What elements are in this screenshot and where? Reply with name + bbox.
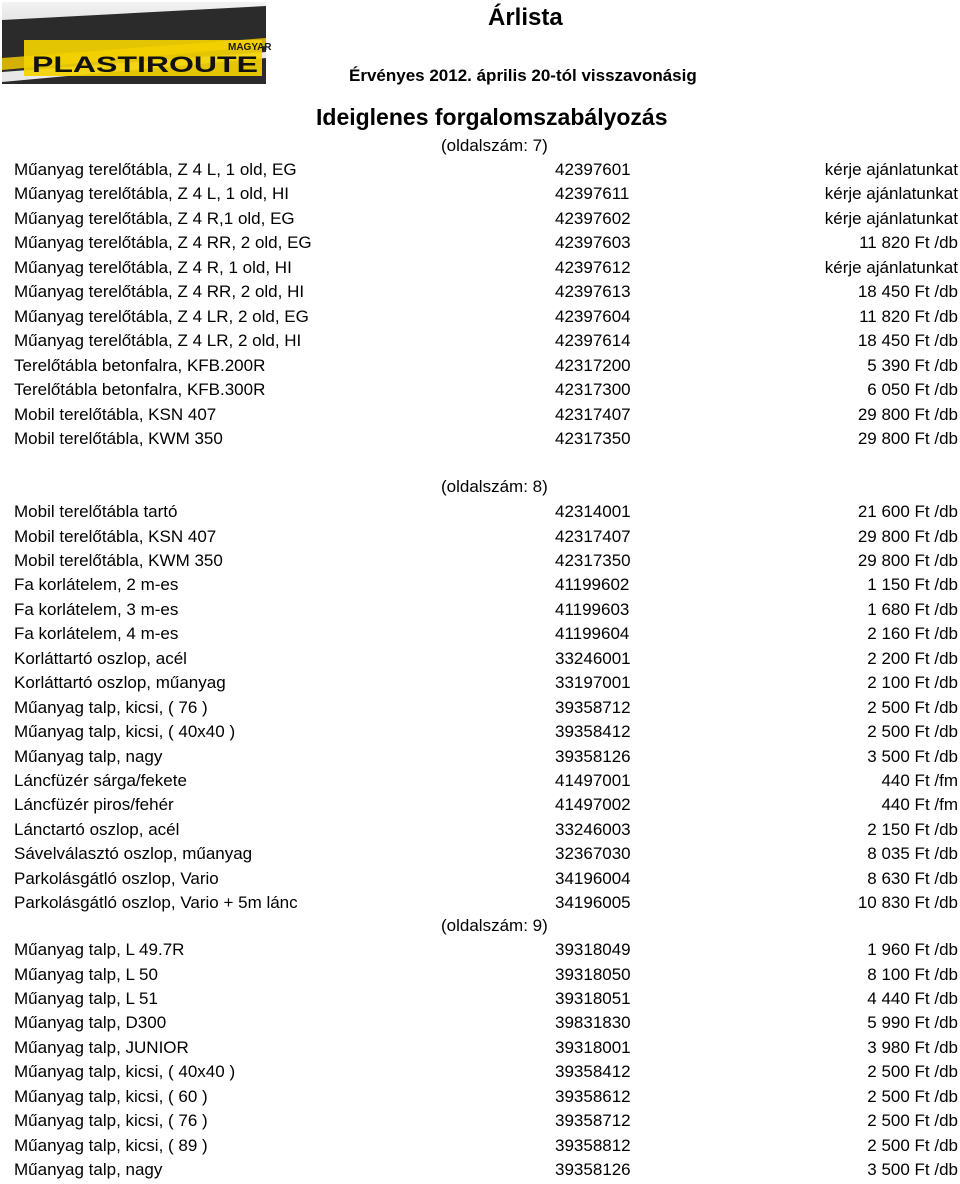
product-code: 33246001 (555, 648, 631, 668)
product-price: 18 450 Ft /db (857, 282, 958, 302)
product-name: Műanyag talp, L 51 (14, 988, 158, 1008)
product-code: 42317407 (555, 404, 631, 424)
product-name: Műanyag talp, L 50 (14, 964, 158, 984)
product-code: 42397611 (555, 184, 630, 204)
product-price: 29 800 Ft /db (857, 550, 958, 570)
price-row (0, 329, 960, 353)
product-code: 42397602 (555, 208, 631, 228)
price-row (0, 256, 960, 280)
product-price: 440 Ft /fm (881, 771, 958, 790)
product-name: Mobil terelőtábla, KWM 350 (14, 550, 223, 570)
product-code: 39831830 (555, 1013, 631, 1033)
price-row (0, 305, 960, 329)
logo-small-text: MAGYAR (228, 42, 272, 53)
product-name: Műanyag terelőtábla, Z 4 L, 1 old, EG (14, 160, 297, 179)
price-row (0, 671, 960, 695)
product-price: kérje ajánlatunkat (824, 184, 958, 204)
validity-text: Érvényes 2012. április 20-tól visszavonásig (349, 66, 697, 85)
product-code: 41199602 (555, 575, 630, 595)
price-row (0, 938, 960, 962)
product-price: 5 990 Ft /db (867, 1013, 958, 1033)
product-price: 3 500 Ft /db (867, 746, 958, 766)
product-price: 11 820 Ft /db (859, 233, 958, 253)
product-price: 6 050 Ft /db (867, 380, 958, 399)
logo-text: PLASTIROUTE (32, 52, 258, 77)
product-name: Terelőtábla betonfalra, KFB.200R (14, 355, 266, 375)
price-row (0, 987, 960, 1011)
section-title: Ideiglenes forgalomszabályozás (316, 104, 668, 130)
price-row (0, 1060, 960, 1084)
product-code: 39358412 (555, 722, 631, 741)
product-price: kérje ajánlatunkat (824, 257, 958, 277)
product-code: 39358712 (555, 1111, 631, 1131)
product-price: 440 Ft /fm (881, 795, 958, 815)
product-code: 33197001 (555, 673, 631, 693)
product-name: Műanyag terelőtábla, Z 4 LR, 2 old, EG (14, 306, 309, 326)
product-code: 42317350 (555, 428, 631, 448)
price-row (0, 867, 960, 891)
price-row (0, 500, 960, 524)
product-code: 42397614 (555, 331, 631, 351)
product-name: Terelőtábla betonfalra, KFB.300R (14, 380, 266, 399)
product-code: 39318001 (555, 1037, 631, 1057)
price-row (0, 696, 960, 720)
price-row (0, 1011, 960, 1035)
product-name: Mobil terelőtábla tartó (14, 502, 178, 521)
product-name: Műanyag talp, kicsi, ( 40x40 ) (14, 1062, 236, 1082)
product-price: 1 150 Ft /db (867, 575, 958, 595)
product-code: 39358126 (555, 1160, 631, 1179)
product-code: 41199604 (555, 624, 630, 644)
price-row (0, 549, 960, 573)
product-name: Műanyag talp, nagy (14, 1160, 163, 1179)
price-row (0, 745, 960, 769)
product-price: 3 500 Ft /db (867, 1160, 958, 1179)
product-price: 5 390 Ft /db (867, 355, 958, 375)
product-price: 2 500 Ft /db (867, 697, 958, 717)
product-code: 33246003 (555, 819, 631, 839)
product-code: 39358712 (555, 697, 631, 717)
price-row (0, 182, 960, 206)
product-price: 2 500 Ft /db (867, 1086, 958, 1106)
product-code: 42397603 (555, 233, 631, 253)
product-code: 32367030 (555, 844, 631, 864)
product-price: kérje ajánlatunkat (824, 160, 958, 179)
product-code: 39358812 (555, 1135, 631, 1155)
product-code: 42397601 (555, 160, 631, 179)
product-price: 1 680 Ft /db (867, 599, 958, 619)
product-name: Mobil terelőtábla, KSN 407 (14, 404, 217, 424)
product-name: Műanyag terelőtábla, Z 4 RR, 2 old, HI (14, 282, 305, 302)
price-row (0, 793, 960, 817)
product-code: 42314001 (555, 502, 631, 521)
product-code: 41199603 (555, 599, 630, 619)
product-price: 2 150 Ft /db (867, 819, 958, 839)
product-name: Sávelválasztó oszlop, műanyag (14, 844, 253, 864)
product-name: Mobil terelőtábla, KSN 407 (14, 526, 217, 546)
product-name: Műanyag talp, D300 (14, 1013, 167, 1033)
product-name: Műanyag talp, kicsi, ( 40x40 ) (14, 722, 236, 741)
price-row (0, 963, 960, 987)
product-code: 39318049 (555, 940, 631, 959)
product-code: 42397612 (555, 257, 631, 277)
product-price: 3 980 Ft /db (867, 1037, 958, 1057)
price-row (0, 598, 960, 622)
product-name: Műanyag talp, nagy (14, 746, 163, 766)
document-title: Árlista (488, 4, 563, 31)
product-price: 2 160 Ft /db (867, 624, 958, 644)
product-name: Műanyag terelőtábla, Z 4 L, 1 old, HI (14, 184, 289, 204)
product-code: 42317300 (555, 380, 631, 399)
price-row (0, 403, 960, 427)
price-row (0, 1109, 960, 1133)
price-row (0, 1134, 960, 1158)
product-code: 34196005 (555, 893, 631, 913)
product-code: 41497001 (555, 771, 631, 790)
product-price: 29 800 Ft /db (857, 404, 958, 424)
product-price: 2 100 Ft /db (867, 673, 958, 693)
product-name: Műanyag terelőtábla, Z 4 RR, 2 old, EG (14, 233, 312, 253)
price-row (0, 427, 960, 451)
price-row (0, 818, 960, 842)
page-label: (oldalszám: 9) (441, 916, 548, 935)
product-code: 39318050 (555, 964, 631, 984)
product-name: Korláttartó oszlop, acél (14, 648, 187, 668)
product-name: Parkolásgátló oszlop, Vario + 5m lánc (14, 893, 298, 913)
product-name: Lánctartó oszlop, acél (14, 819, 180, 839)
product-code: 42317350 (555, 550, 631, 570)
price-row (0, 891, 960, 915)
product-name: Műanyag talp, kicsi, ( 76 ) (14, 1111, 208, 1131)
product-name: Fa korlátelem, 4 m-es (14, 624, 179, 644)
product-price: 11 820 Ft /db (859, 306, 958, 326)
product-code: 39318051 (555, 988, 631, 1008)
product-price: 18 450 Ft /db (857, 331, 958, 351)
product-name: Műanyag terelőtábla, Z 4 R, 1 old, HI (14, 257, 292, 277)
product-price: 4 440 Ft /db (867, 988, 958, 1008)
product-price: 8 035 Ft /db (867, 844, 958, 864)
product-price: 2 500 Ft /db (867, 1062, 958, 1082)
product-name: Műanyag terelőtábla, Z 4 LR, 2 old, HI (14, 331, 302, 351)
product-code: 42397604 (555, 306, 631, 326)
product-name: Mobil terelőtábla, KWM 350 (14, 428, 223, 448)
product-price: 10 830 Ft /db (857, 893, 958, 913)
page-label: (oldalszám: 8) (441, 477, 548, 496)
product-code: 39358412 (555, 1062, 631, 1082)
product-name: Korláttartó oszlop, műanyag (14, 673, 226, 693)
price-row (0, 647, 960, 671)
product-code: 39358612 (555, 1086, 631, 1106)
product-code: 42397613 (555, 282, 631, 302)
price-row (0, 525, 960, 549)
product-code: 34196004 (555, 868, 631, 888)
product-price: 8 630 Ft /db (867, 868, 958, 888)
product-name: Műanyag talp, JUNIOR (14, 1037, 189, 1057)
product-code: 39358126 (555, 746, 631, 766)
price-row (0, 622, 960, 646)
product-name: Fa korlátelem, 3 m-es (14, 599, 179, 619)
price-row (0, 378, 960, 402)
product-price: 8 100 Ft /db (867, 964, 958, 984)
product-price: kérje ajánlatunkat (824, 208, 958, 228)
product-name: Műanyag talp, kicsi, ( 89 ) (14, 1135, 208, 1155)
product-price: 29 800 Ft /db (857, 428, 958, 448)
price-row (0, 573, 960, 597)
page-label: (oldalszám: 7) (441, 136, 548, 155)
product-name: Műanyag talp, kicsi, ( 60 ) (14, 1086, 208, 1106)
product-price: 2 500 Ft /db (867, 722, 958, 741)
plastiroute-logo (2, 2, 272, 84)
product-name: Műanyag terelőtábla, Z 4 R,1 old, EG (14, 208, 295, 228)
product-price: 2 200 Ft /db (867, 648, 958, 668)
price-row (0, 207, 960, 231)
price-row (0, 1158, 960, 1182)
product-code: 41497002 (555, 795, 631, 815)
product-price: 2 500 Ft /db (867, 1135, 958, 1155)
price-row (0, 354, 960, 378)
product-price: 29 800 Ft /db (857, 526, 958, 546)
product-code: 42317407 (555, 526, 631, 546)
price-row (0, 231, 960, 255)
product-name: Láncfüzér sárga/fekete (14, 771, 187, 790)
product-name: Műanyag talp, L 49.7R (14, 940, 185, 959)
price-row (0, 720, 960, 744)
product-code: 42317200 (555, 355, 631, 375)
product-name: Fa korlátelem, 2 m-es (14, 575, 179, 595)
product-name: Parkolásgátló oszlop, Vario (14, 868, 219, 888)
price-row (0, 1085, 960, 1109)
product-name: Láncfüzér piros/fehér (14, 795, 174, 815)
product-name: Műanyag talp, kicsi, ( 76 ) (14, 697, 208, 717)
product-price: 1 960 Ft /db (867, 940, 958, 959)
product-price: 2 500 Ft /db (867, 1111, 958, 1131)
price-row (0, 842, 960, 866)
price-row (0, 158, 960, 182)
product-price: 21 600 Ft /db (857, 502, 958, 521)
price-row (0, 769, 960, 793)
price-row (0, 280, 960, 304)
price-row (0, 1036, 960, 1060)
